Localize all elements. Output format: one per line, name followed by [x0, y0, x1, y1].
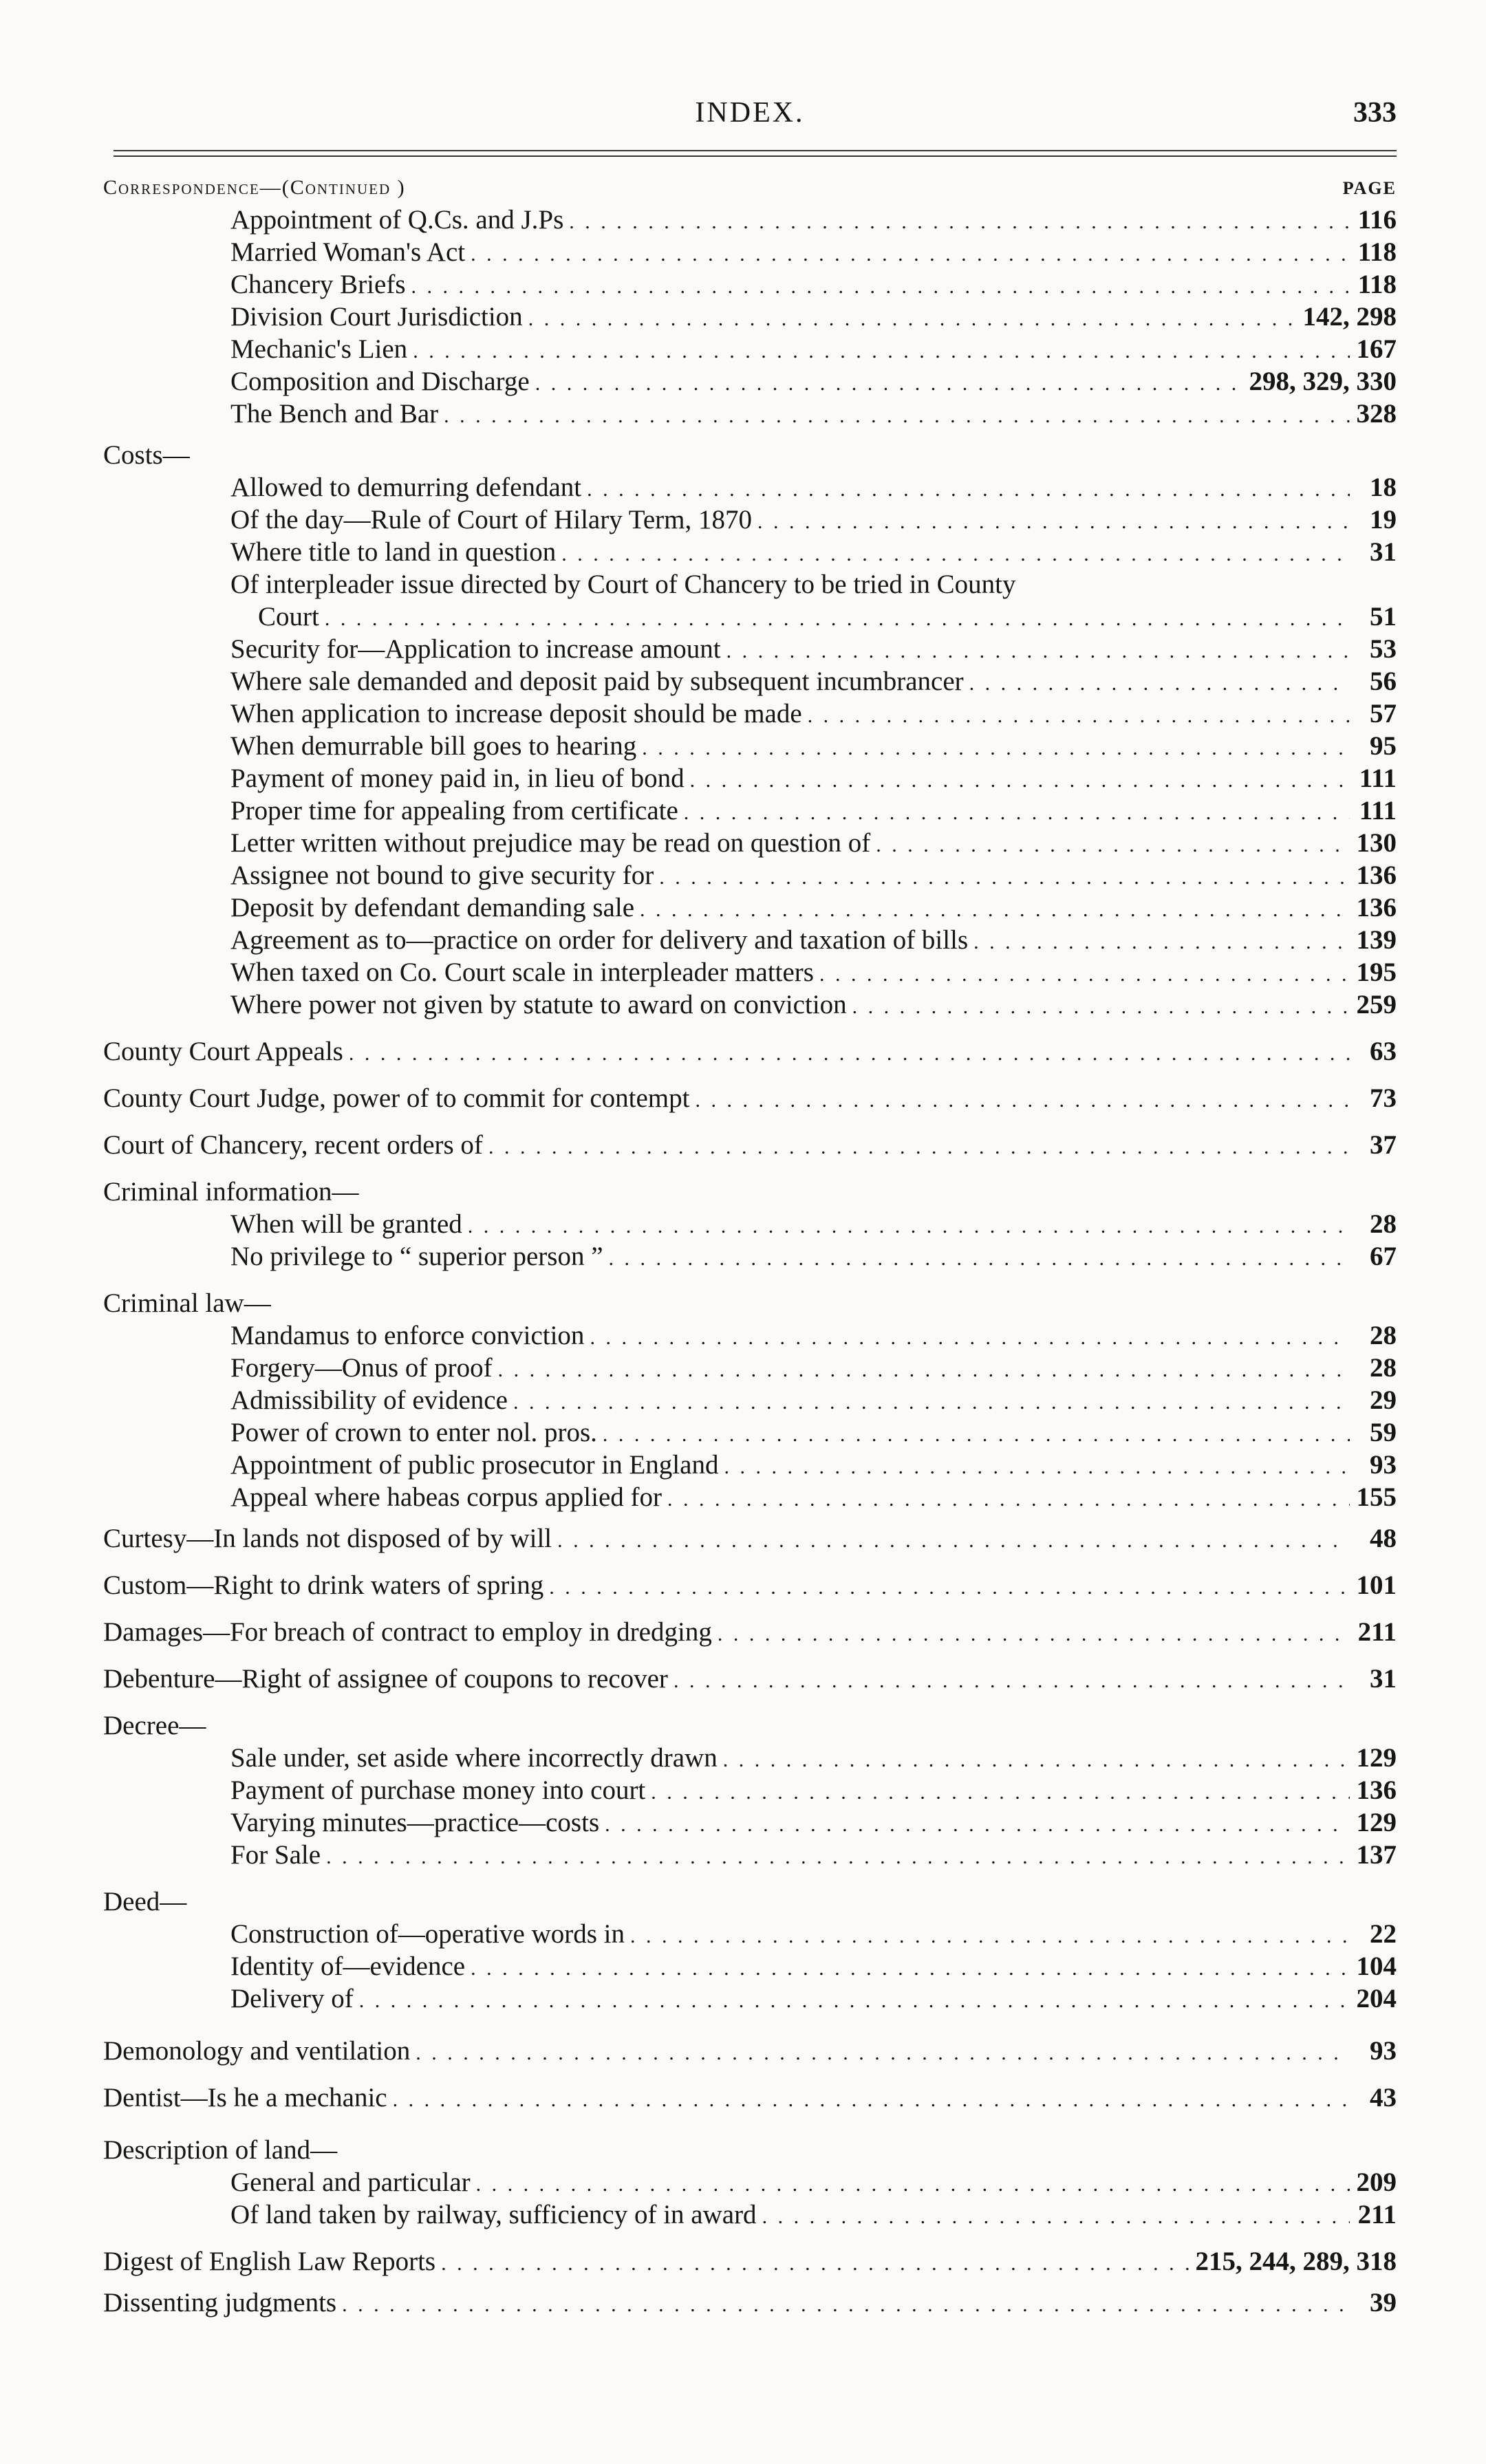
page-ref: 56 [1370, 667, 1397, 696]
page-ref: 118 [1357, 237, 1397, 267]
entry-text: Of land taken by railway, sufficiency of in award [230, 2200, 757, 2229]
page-ref: 298, 329, 330 [1249, 367, 1397, 396]
entry-text: Curtesy—In lands not disposed of by will [103, 1524, 552, 1553]
index-entry [103, 1663, 1397, 1695]
dot-leader [441, 2248, 1189, 2280]
dot-leader [876, 829, 1350, 861]
running-title: INDEX. [695, 97, 805, 129]
header-rule-line [114, 150, 1397, 151]
index-subentry [103, 1774, 1397, 1806]
heading-label: Costs— [103, 440, 190, 470]
index-subentry [103, 2166, 1397, 2198]
dot-leader [723, 1744, 1350, 1776]
page-ref: 111 [1359, 764, 1397, 793]
index-subentry [103, 536, 1397, 568]
index-subentry [103, 268, 1397, 301]
entry-text: Forgery—Onus of proof [230, 1353, 493, 1383]
entry-text: Power of crown to enter nol. pros. [230, 1418, 597, 1447]
correspondence-group [103, 204, 1397, 430]
index-subentry [103, 1240, 1397, 1273]
index-subentry [103, 730, 1397, 762]
heading-label: Deed— [103, 1887, 187, 1916]
dot-leader [471, 238, 1350, 270]
dot-leader [695, 1085, 1350, 1116]
page-ref: 59 [1370, 1418, 1397, 1447]
header-rule-line [114, 155, 1397, 157]
index-entry [103, 1523, 1397, 1555]
dot-leader [690, 764, 1350, 797]
dot-leader [393, 2084, 1350, 2116]
index-heading-correspondence [103, 172, 1397, 204]
entry-text: Where power not given by statute to award on conviction [230, 990, 847, 1019]
dot-leader [557, 1525, 1350, 1557]
entry-text: Damages—For breach of contract to employ in dredging [103, 1617, 712, 1647]
page-ref: 39 [1370, 2288, 1397, 2317]
dot-leader [590, 1321, 1350, 1354]
dot-leader [476, 2168, 1350, 2201]
index-subentry [103, 988, 1397, 1021]
index-subentry [103, 1352, 1397, 1384]
entry-text: Payment of purchase money into court [230, 1775, 646, 1805]
dot-leader [667, 1483, 1350, 1515]
dot-leader [326, 1841, 1350, 1873]
entry-text: County Court Judge, power of to commit for contempt [103, 1083, 690, 1113]
entry-text: Proper time for appealing from certificate [230, 796, 678, 825]
index-entry [103, 1130, 1397, 1161]
index-subentry [103, 1208, 1397, 1240]
page-column-label: PAGE [1342, 178, 1397, 198]
entry-text: Varying minutes—practice—costs [230, 1808, 600, 1837]
entry-text: Mandamus to enforce conviction [230, 1321, 585, 1350]
index-subentry [103, 665, 1397, 698]
entry-text: Allowed to demurring defendant [230, 473, 582, 502]
heading-label: Criminal law— [103, 1288, 271, 1318]
entry-text: Delivery of [230, 1984, 354, 2013]
entry-text: Of the day—Rule of Court of Hilary Term, 1870 [230, 505, 752, 534]
entry-text: Married Woman's Act [230, 237, 466, 267]
dot-leader [852, 991, 1350, 1023]
dot-leader [498, 1354, 1350, 1386]
entry-text: Deposit by defendant demanding sale [230, 893, 634, 922]
entry-text: Assignee not bound to give security for [230, 861, 654, 890]
dot-leader [605, 1808, 1350, 1841]
dot-leader [757, 506, 1350, 538]
page-ref: 118 [1357, 270, 1397, 299]
index-subentry [103, 568, 1397, 601]
entry-text: Of interpleader issue directed by Court of Chancery to be tried in County [230, 570, 1016, 599]
index-subentry [103, 891, 1397, 924]
page-ref: 116 [1357, 205, 1397, 235]
dot-leader [561, 538, 1350, 570]
index-subentry [103, 1384, 1397, 1416]
dot-leader [471, 1952, 1350, 1985]
entry-text: Custom—Right to drink waters of spring [103, 1570, 544, 1600]
entry-text: Debenture—Right of assignee of coupons to recover [103, 1664, 668, 1694]
dot-leader [325, 603, 1350, 635]
index-entry [103, 2082, 1397, 2114]
page-ref: 136 [1356, 893, 1397, 922]
dot-leader [549, 1572, 1350, 1603]
dot-leader [349, 1038, 1350, 1070]
index-entry [103, 2246, 1397, 2278]
dot-leader [718, 1619, 1350, 1650]
page-ref: 259 [1356, 990, 1397, 1019]
index-subentry [103, 1950, 1397, 1982]
entry-text: Demonology and ventilation [103, 2036, 411, 2066]
index-entry [103, 1617, 1397, 1648]
header-rule [114, 150, 1397, 161]
dot-leader [659, 861, 1350, 894]
dot-leader [416, 2038, 1350, 2069]
page-ref: 67 [1370, 1242, 1397, 1271]
entry-text: No privilege to “ superior person ” [230, 1242, 603, 1271]
index-subentry [103, 398, 1397, 430]
index-heading-criminal-law [103, 1288, 1397, 1319]
entry-text: Digest of English Law Reports [103, 2247, 436, 2276]
index-heading-deed [103, 1886, 1397, 1918]
heading-label: Criminal information— [103, 1177, 359, 1207]
dot-leader [684, 797, 1350, 829]
index-subentry [103, 1742, 1397, 1774]
page-ref: 328 [1356, 399, 1397, 429]
index-subentry [103, 204, 1397, 236]
index-entry [103, 1036, 1397, 1068]
page-ref: 104 [1356, 1952, 1397, 1981]
index-subentry [103, 471, 1397, 504]
page-ref: 93 [1370, 2036, 1397, 2066]
page-ref: 167 [1356, 334, 1397, 364]
dot-leader [468, 1210, 1350, 1242]
heading-label: Description of land— [103, 2135, 338, 2165]
entry-text: Payment of money paid in, in lieu of bond [230, 764, 685, 793]
entry-text: Agreement as to—practice on order for delivery and taxation of bills [230, 925, 969, 955]
entry-text: Dentist—Is he a mechanic [103, 2083, 387, 2112]
page-ref: 28 [1370, 1321, 1397, 1350]
index-subentry [103, 762, 1397, 795]
entry-text: Mechanic's Lien [230, 334, 408, 364]
page-ref: 136 [1356, 861, 1397, 890]
page-ref: 31 [1370, 1664, 1397, 1694]
page-ref: 142, 298 [1302, 302, 1397, 332]
page-ref: 130 [1356, 828, 1397, 858]
entry-text: General and particular [230, 2168, 471, 2197]
index-subentry [103, 1839, 1397, 1871]
index-subentry [103, 827, 1397, 859]
entry-text: County Court Appeals [103, 1037, 343, 1066]
dot-leader [488, 1132, 1350, 1163]
page-ref: 211 [1357, 1617, 1397, 1647]
entry-text: Security for—Application to increase amount [230, 634, 721, 664]
dot-leader [513, 1386, 1350, 1418]
page-ref: 93 [1370, 1450, 1397, 1480]
entry-text: Appeal where habeas corpus applied for [230, 1482, 662, 1512]
index-entry [103, 2035, 1397, 2067]
entry-text: Chancery Briefs [230, 270, 406, 299]
index-subentry [103, 698, 1397, 730]
page-ref: 48 [1370, 1524, 1397, 1553]
dot-leader [726, 635, 1350, 667]
dot-leader [640, 894, 1350, 926]
index-heading-description-of-land [103, 2135, 1397, 2166]
page-ref: 19 [1370, 505, 1397, 534]
page-header [103, 96, 1397, 144]
dot-leader [342, 2289, 1350, 2321]
entry-text: Division Court Jurisdiction [230, 302, 523, 332]
index-entry [103, 1083, 1397, 1114]
dot-leader [528, 303, 1297, 335]
page-ref: 215, 244, 289, 318 [1195, 2247, 1397, 2276]
index-heading-costs [103, 440, 1397, 471]
dot-leader [819, 958, 1350, 991]
dot-leader [674, 1665, 1350, 1697]
entry-text: The Bench and Bar [230, 399, 439, 429]
entry-text: When will be granted [230, 1209, 462, 1239]
entry-text: Court of Chancery, recent orders of [103, 1130, 483, 1160]
dot-leader [413, 335, 1350, 367]
page-ref: 28 [1370, 1353, 1397, 1383]
entry-text: Appointment of public prosecutor in England [230, 1450, 719, 1480]
index-entry [103, 1570, 1397, 1601]
dot-leader [569, 206, 1350, 238]
index-subentry [103, 333, 1397, 365]
page-ref: 137 [1356, 1840, 1397, 1870]
page-ref: 37 [1370, 1130, 1397, 1160]
page-ref: 51 [1370, 602, 1397, 631]
page-ref: 57 [1370, 699, 1397, 728]
entry-text: Letter written without prejudice may be read on question of [230, 828, 871, 858]
index-subentry [103, 2198, 1397, 2231]
page-ref: 95 [1370, 731, 1397, 761]
page-ref: 155 [1356, 1482, 1397, 1512]
entry-text: Admissibility of evidence [230, 1385, 508, 1415]
page-ref: 129 [1356, 1743, 1397, 1773]
entry-text: For Sale [230, 1840, 321, 1870]
index-heading-criminal-information [103, 1176, 1397, 1208]
page-ref: 129 [1356, 1808, 1397, 1837]
index-subentry [103, 1481, 1397, 1513]
entry-text: Where title to land in question [230, 537, 557, 567]
page-ref: 63 [1370, 1037, 1397, 1066]
page-ref: 204 [1356, 1984, 1397, 2013]
index-list [103, 172, 1397, 2319]
entry-text: Appointment of Q.Cs. and J.Ps [230, 205, 564, 235]
dot-leader [630, 1920, 1350, 1952]
page-ref: 136 [1356, 1775, 1397, 1805]
dot-leader [587, 473, 1350, 506]
page-ref: 18 [1370, 473, 1397, 502]
index-entry [103, 2287, 1397, 2319]
page-ref: 31 [1370, 537, 1397, 567]
dot-leader [359, 1985, 1350, 2017]
page-ref: 53 [1370, 634, 1397, 664]
dot-leader [724, 1451, 1350, 1483]
entry-text: When demurrable bill goes to hearing [230, 731, 637, 761]
index-subentry [103, 1319, 1397, 1352]
entry-text: Dissenting judgments [103, 2288, 337, 2317]
dot-leader [762, 2201, 1350, 2233]
page-ref: 209 [1356, 2168, 1397, 2197]
page-ref: 22 [1370, 1919, 1397, 1949]
dot-leader [444, 400, 1350, 432]
page-ref: 29 [1370, 1385, 1397, 1415]
dot-leader [973, 926, 1350, 958]
index-subentry [103, 956, 1397, 988]
page-ref: 73 [1370, 1083, 1397, 1113]
page-ref: 211 [1357, 2200, 1397, 2229]
index-subentry [103, 633, 1397, 665]
entry-text: When taxed on Co. Court scale in interpleader matters [230, 958, 814, 987]
index-subentry [103, 1918, 1397, 1950]
dot-leader [411, 270, 1350, 303]
page-number: 333 [1353, 97, 1397, 129]
entry-text: Where sale demanded and deposit paid by subsequent incumbrancer [230, 667, 964, 696]
heading-label: Correspondence—(Continued ) [103, 176, 406, 199]
index-subentry [103, 236, 1397, 268]
costs-group [103, 471, 1397, 1021]
dot-leader [609, 1242, 1350, 1275]
entry-text: Identity of—evidence [230, 1952, 466, 1981]
dot-leader [651, 1776, 1350, 1808]
page-ref: 195 [1356, 958, 1397, 987]
index-subentry [103, 1416, 1397, 1449]
page-ref: 43 [1370, 2083, 1397, 2112]
dot-leader [808, 700, 1350, 732]
heading-label: Decree— [103, 1711, 206, 1740]
page-ref: 111 [1359, 796, 1397, 825]
index-subentry [103, 1806, 1397, 1839]
index-subentry-continuation [103, 601, 1397, 633]
dot-leader [535, 367, 1244, 400]
index-subentry [103, 1449, 1397, 1481]
page-ref: 28 [1370, 1209, 1397, 1239]
entry-text: Sale under, set aside where incorrectly drawn [230, 1743, 718, 1773]
index-subentry [103, 1982, 1397, 2015]
dot-leader [603, 1418, 1350, 1451]
index-subentry [103, 924, 1397, 956]
index-subentry [103, 365, 1397, 398]
index-heading-decree [103, 1710, 1397, 1742]
page-ref: 139 [1356, 925, 1397, 955]
entry-text: Court [258, 602, 319, 631]
index-subentry [103, 795, 1397, 827]
index-subentry [103, 301, 1397, 333]
dot-leader [969, 667, 1350, 700]
dot-leader [642, 732, 1350, 764]
index-subentry [103, 504, 1397, 536]
entry-text: Composition and Discharge [230, 367, 530, 396]
index-subentry [103, 859, 1397, 891]
entry-text: When application to increase deposit should be made [230, 699, 802, 728]
entry-text: Construction of—operative words in [230, 1919, 625, 1949]
page-ref: 101 [1356, 1570, 1397, 1600]
